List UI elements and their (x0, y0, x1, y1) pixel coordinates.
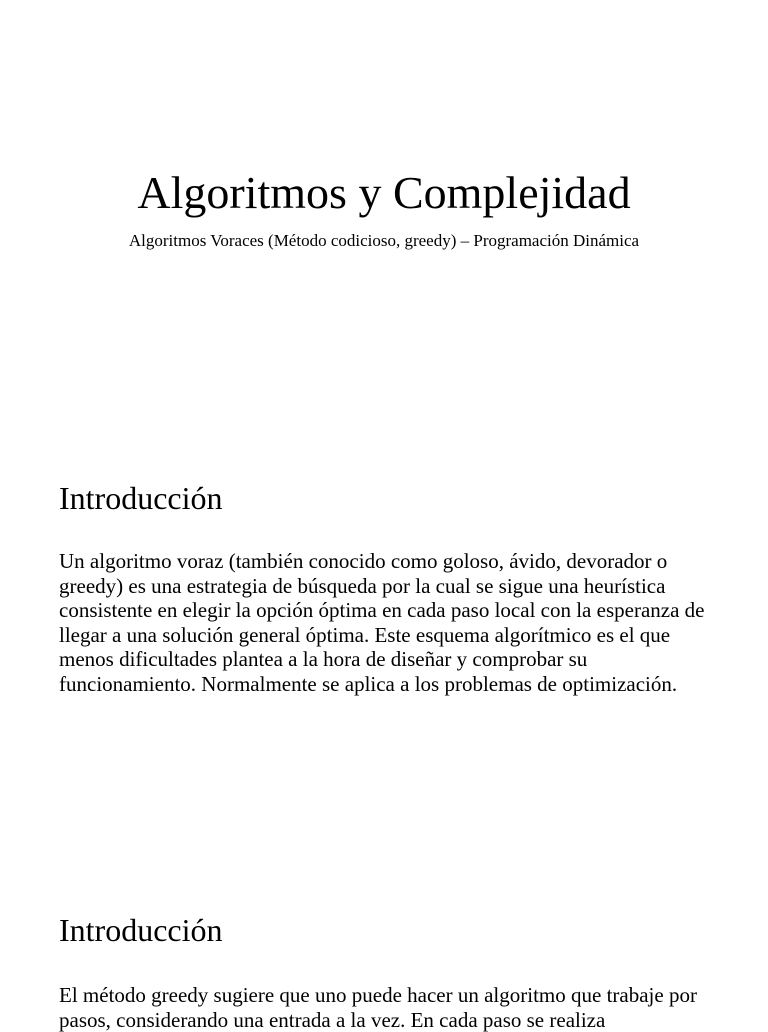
section-heading: Introducción (59, 480, 223, 516)
section-paragraph: El método greedy sugiere que uno puede hacer un algoritmo que trabaje por pasos, considerando una entrada a la vez. En cada paso se realiza (59, 983, 697, 1032)
section-heading: Introducción (59, 912, 223, 948)
document-subtitle: Algoritmos Voraces (Método codicioso, greedy) – Programación Dinámica (128, 231, 640, 250)
section-paragraph: Un algoritmo voraz (también conocido como goloso, ávido, devorador o greedy) es una estrategia de búsqueda por la cual se sigue una heurística consistente en elegir la opción óptima en cada paso local con la esperanza de llegar a una solución general óptima. Este esquema algorítmico es el que menos dificultades plantea a la hora de diseñar y comprobar su funcionamiento. Normalmente se aplica a los problemas de optimización. (59, 549, 705, 696)
title-slide (0, 0, 768, 430)
document-title: Algoritmos y Complejidad (137, 167, 631, 218)
